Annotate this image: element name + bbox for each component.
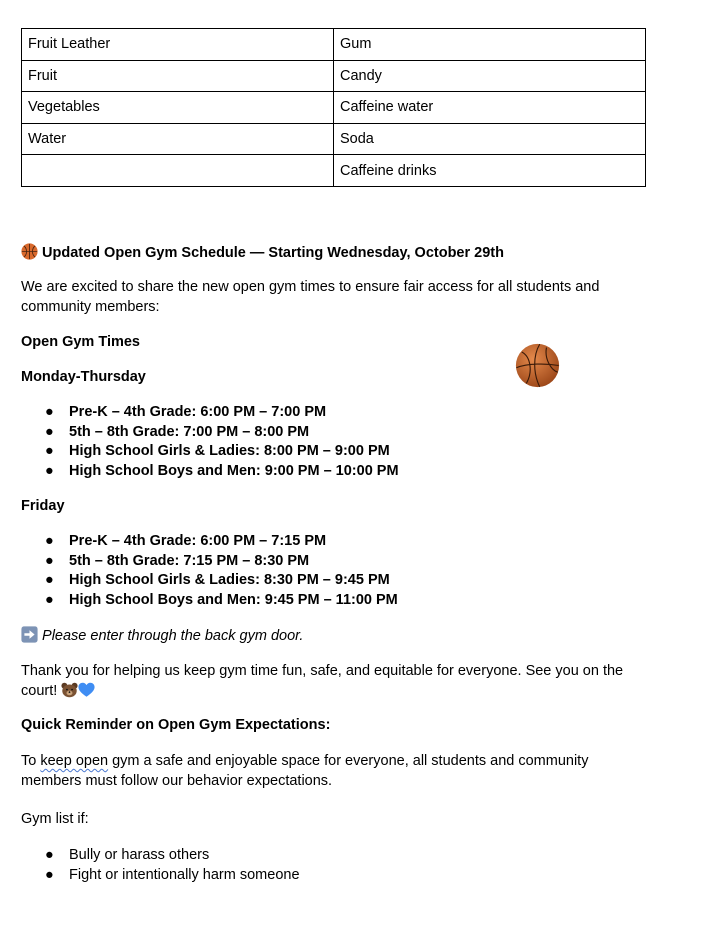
heading-text: Updated Open Gym Schedule — Starting Wednesday, October 29th	[42, 245, 504, 261]
table-cell: Caffeine drinks	[334, 155, 646, 187]
table-cell: Water	[22, 123, 334, 155]
basketball-image	[515, 343, 560, 388]
entry-note	[21, 626, 303, 647]
table-cell: Vegetables	[22, 92, 334, 124]
friday-label: Friday	[21, 498, 65, 514]
table-cell: Soda	[334, 123, 646, 155]
list-item: ● High School Boys and Men: 9:45 PM – 11:00 PM	[45, 591, 398, 608]
gym-list-label: Gym list if:	[21, 811, 89, 827]
table-cell: Gum	[334, 29, 646, 61]
list-item: ● 5th – 8th Grade: 7:15 PM – 8:30 PM	[45, 552, 310, 569]
blue-heart-icon	[78, 682, 95, 698]
reminder-heading: Quick Reminder on Open Gym Expectations:	[21, 717, 331, 733]
table-row	[22, 155, 646, 187]
gym-list	[21, 846, 300, 885]
schedule-heading	[21, 243, 504, 264]
open-gym-times-heading: Open Gym Times	[21, 334, 140, 350]
thanks-paragraph: Thank you for helping us keep gym time fun, safe, and equitable for everyone. See you on the court!	[21, 663, 624, 699]
list-item: ● Pre-K – 4th Grade: 6:00 PM – 7:15 PM	[45, 533, 327, 549]
list-item: ● 5th – 8th Grade: 7:00 PM – 8:00 PM	[45, 423, 310, 440]
table-cell: Caffeine water	[334, 92, 646, 124]
spellcheck-underline[interactable]: keep open	[40, 753, 109, 769]
reminder-paragraph: To keep open gym a safe and enjoyable space for everyone, all students and community members must follow our behavior expectations.	[21, 753, 589, 789]
basketball-icon	[21, 243, 38, 260]
table-cell: Candy	[334, 60, 646, 92]
entry-note-text: Please enter through the back gym door.	[42, 628, 304, 644]
table-row	[22, 123, 646, 155]
bear-icon	[61, 682, 78, 698]
list-item: ● Fight or intentionally harm someone	[45, 866, 300, 883]
list-item: ● High School Girls & Ladies: 8:00 PM – 9:00 PM	[45, 443, 390, 459]
list-item: ● Bully or harass others	[45, 847, 210, 863]
list-item: ● High School Girls & Ladies: 8:30 PM – 9:45 PM	[45, 572, 390, 588]
mon-thu-list	[21, 403, 399, 481]
right-arrow-icon	[21, 626, 38, 643]
list-item: ● High School Boys and Men: 9:00 PM – 10:00 PM	[45, 462, 399, 479]
mon-thu-label: Monday-Thursday	[21, 369, 146, 385]
table-row	[22, 29, 646, 61]
table-cell	[22, 155, 334, 187]
intro-paragraph: We are excited to share the new open gym times to ensure fair access for all students and community members:	[21, 279, 600, 315]
table-row	[22, 60, 646, 92]
table-cell: Fruit	[22, 60, 334, 92]
table-row	[22, 92, 646, 124]
table-cell: Fruit Leather	[22, 29, 334, 61]
friday-list	[21, 532, 398, 610]
food-table	[21, 28, 646, 187]
list-item: ● Pre-K – 4th Grade: 6:00 PM – 7:00 PM	[45, 404, 327, 420]
